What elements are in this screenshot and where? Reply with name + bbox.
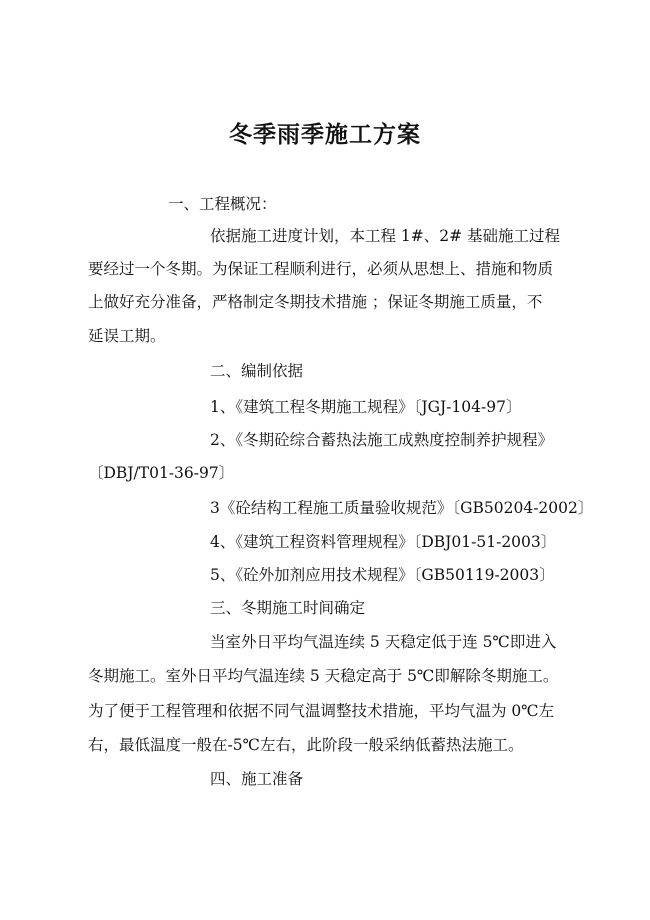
- section-heading-overview: 一、工程概况：: [168, 195, 277, 213]
- reference-item: 5、《砼外加剂应用技术规程》〔GB50119-2003〕: [210, 566, 555, 584]
- paragraph-line: 上做好充分准备，严格制定冬期技术措施 ；保证冬期施工质量，不: [88, 293, 543, 311]
- reference-item: 1、《建筑工程冬期施工规程》〔JGJ-104-97〕: [210, 398, 522, 416]
- reference-item: 〔DBJ/T01-36-97〕: [88, 464, 235, 482]
- reference-item: 4、《建筑工程资料管理规程》〔DBJ01-51-2003〕: [210, 533, 557, 551]
- section-heading-preparation: 四、施工准备: [210, 770, 304, 788]
- paragraph-line: 依据施工进度计划，本工程 1#、2# 基础施工过程: [210, 227, 561, 245]
- paragraph-line: 当室外日平均气温连续 5 天稳定低于连 5℃即进入: [210, 633, 557, 651]
- section-heading-timing: 三、冬期施工时间确定: [210, 599, 366, 617]
- paragraph-line: 右，最低温度一般在-5℃左右，此阶段一般采纳低蓄热法施工。: [88, 736, 524, 754]
- paragraph-line: 冬期施工。室外日平均气温连续 5 天稳定高于 5℃即解除冬期施工。: [88, 667, 559, 685]
- page-title: 冬季雨季施工方案: [229, 121, 421, 148]
- paragraph-line: 延误工期。: [88, 327, 166, 345]
- reference-item: 3《砼结构工程施工质量验收规范》〔GB50204-2002〕: [210, 499, 594, 517]
- reference-item: 2、《冬期砼综合蓄热法施工成熟度控制养护规程》: [210, 431, 554, 449]
- paragraph-line: 为了便于工程管理和依据不同气温调整技术措施，平均气温为 0℃左: [88, 702, 555, 720]
- section-heading-basis: 二、编制依据: [210, 362, 304, 380]
- paragraph-line: 要经过一个冬期。为保证工程顺利进行，必须从思想上、措施和物质: [88, 260, 554, 278]
